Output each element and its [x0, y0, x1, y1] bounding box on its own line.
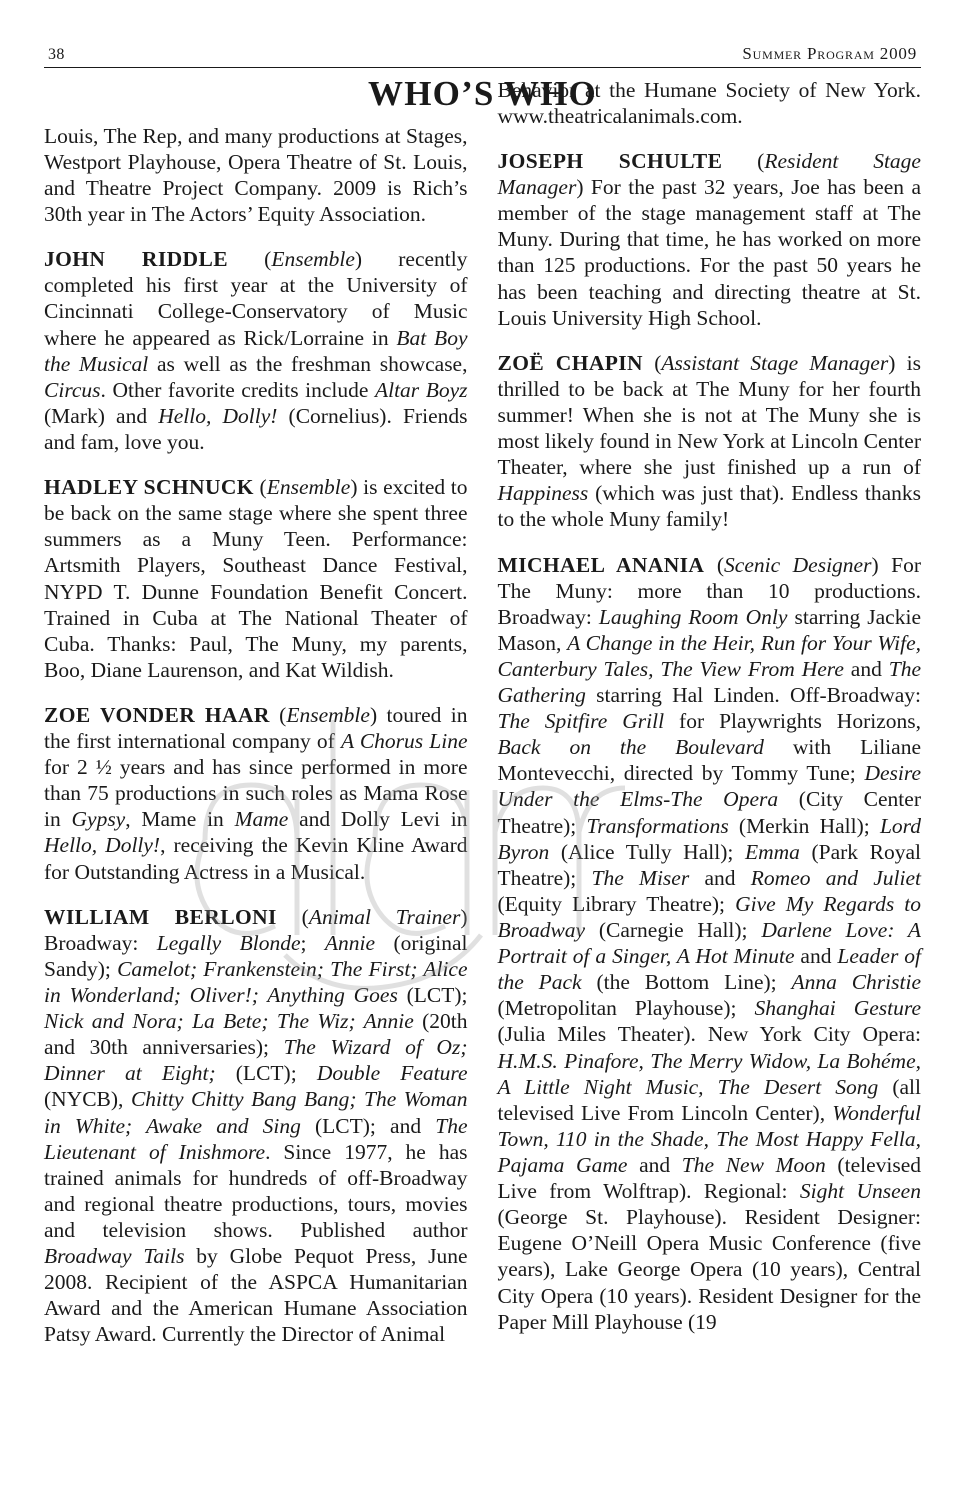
page-number: 38	[48, 46, 65, 63]
running-head	[44, 44, 921, 67]
program-title: Summer Program 2009	[742, 44, 917, 63]
bio-entry: JOSEPH SCHULTE (Resident Stage Manager) For the past 32 years, Joe has been a member of the stage management staff at The Muny. During that time, he has worked on more than 125 productions. For the past 50 years he has been teaching and directing theatre at St. Louis University High School.	[497, 148, 921, 330]
bio-entry: HADLEY SCHNUCK (Ensemble) is excited to be back on the same stage where she spent three summers as a Muny Teen. Performance: Artsmith Players, Southeast Dance Festival, NYPD T. Dunne Foundation Benefit Concert. Trained in Cuba at The National Theater of Cuba. Thanks: Paul, The Muny, my parents, Boo, Diane Laurenson, and Kat Wildish.	[44, 475, 468, 682]
bio-entry: ZOE VONDER HAAR (Ensemble) toured in the first international company of A Chorus Line for 2 ½ years and has since performed in more than 75 productions in such roles as Mama Rose in Gypsy, Mame in Mame and Dolly Levi in Hello, Dolly!, receiving the Kevin Kline Award for Outstanding Actress in a Musical.	[44, 702, 468, 884]
page-title: WHO’S WHO	[368, 74, 597, 113]
bio-entry: JOHN RIDDLE (Ensemble) recently completed his first year at the University of Cincinnati College-Conservatory of Music where he appeared as Rick/Lorraine in Bat Boy the Musical as well as the freshman showcase, Circus. Other favorite credits include Altar Boyz (Mark) and Hello, Dolly! (Cornelius). Friends and fam, love you.	[44, 247, 468, 454]
bio-entry: Louis, The Rep, and many productions at Stages, Westport Playhouse, Opera Theatre of St. Louis, and Theatre Project Company. 2009 is Rich’s 30th year in The Actors’ Equity Association.	[44, 123, 468, 227]
column-right	[498, 77, 922, 1335]
bio-entry: Behavior at the Humane Society of New York. www.theatricalanimals.com.	[497, 77, 921, 128]
bio-entry: MICHAEL ANANIA (Scenic Designer) For The Muny: more than 10 productions. Broadway: Laughing Room Only starring Jackie Mason, A Change in the Heir, Run for Your Wife, Canterbury Tales, The View From Here and The Gathering starring Hal Linden. Off-Broadway: The Spitfire Grill for Playwrights Horizons, Back on the Boulevard with Liliane Montevecchi, directed by Tommy Tune; Desire Under the Elms-The Opera (City Center Theatre); Transformations (Merkin Hall); Lord Byron (Alice Tully Hall); Emma (Park Royal Theatre); The Miser and Romeo and Juliet (Equity Library Theatre); Give My Regards to Broadway (Carnegie Hall); Darlene Love: A Portrait of a Singer, A Hot Minute and Leader of the Pack (the Bottom Line); Anna Christie (Metropolitan Playhouse); Shanghai Gesture (Julia Miles Theater). New York City Opera: H.M.S. Pinafore, The Merry Widow, La Bohéme, A Little Night Music, The Desert Song (all televised Live From Lincoln Center), Wonderful Town, 110 in the Shade, The Most Happy Fella, Pajama Game and The New Moon (televised Live from Wolftrap). Regional: Sight Unseen (George St. Playhouse). Resident Designer: Eugene O’Neill Opera Music Conference (five years), Lake George Opera (10 years), Central City Opera (10 years). Resident Designer for the Paper Mill Playhouse (19	[497, 552, 922, 1334]
bio-entry: ZOË CHAPIN (Assistant Stage Manager) is thrilled to be back at The Muny for her fourth summer! When she is not at The Muny she is most likely found in New York at Lincoln Center Theater, where she just finished up a run of Happiness (which was just that). Endless thanks to the whole Muny family!	[497, 350, 921, 532]
column-left	[44, 123, 468, 1348]
header-rule	[44, 67, 921, 68]
bio-entry: WILLIAM BERLONI (Animal Trainer) Broadway: Legally Blonde; Annie (original Sandy); Camelot; Frankenstein; The First; Alice in Wonderland; Oliver!; Anything Goes (LCT); Nick and Nora; La Bete; The Wiz; Annie (20th and 30th anniversaries); The Wizard of Oz; Dinner at Eight; (LCT); Double Feature (NYCB), Chitty Chitty Bang Bang; The Woman in White; Awake and Sing (LCT); and The Lieutenant of Inishmore. Since 1977, he has trained animals for hundreds of off-Broadway and regional theatre productions, tours, movies and television shows. Published author Broadway Tails by Globe Pequot Press, June 2008. Recipient of the ASPCA Humanitarian Award and the American Humane Association Patsy Award. Currently the Director of Animal	[44, 904, 468, 1347]
